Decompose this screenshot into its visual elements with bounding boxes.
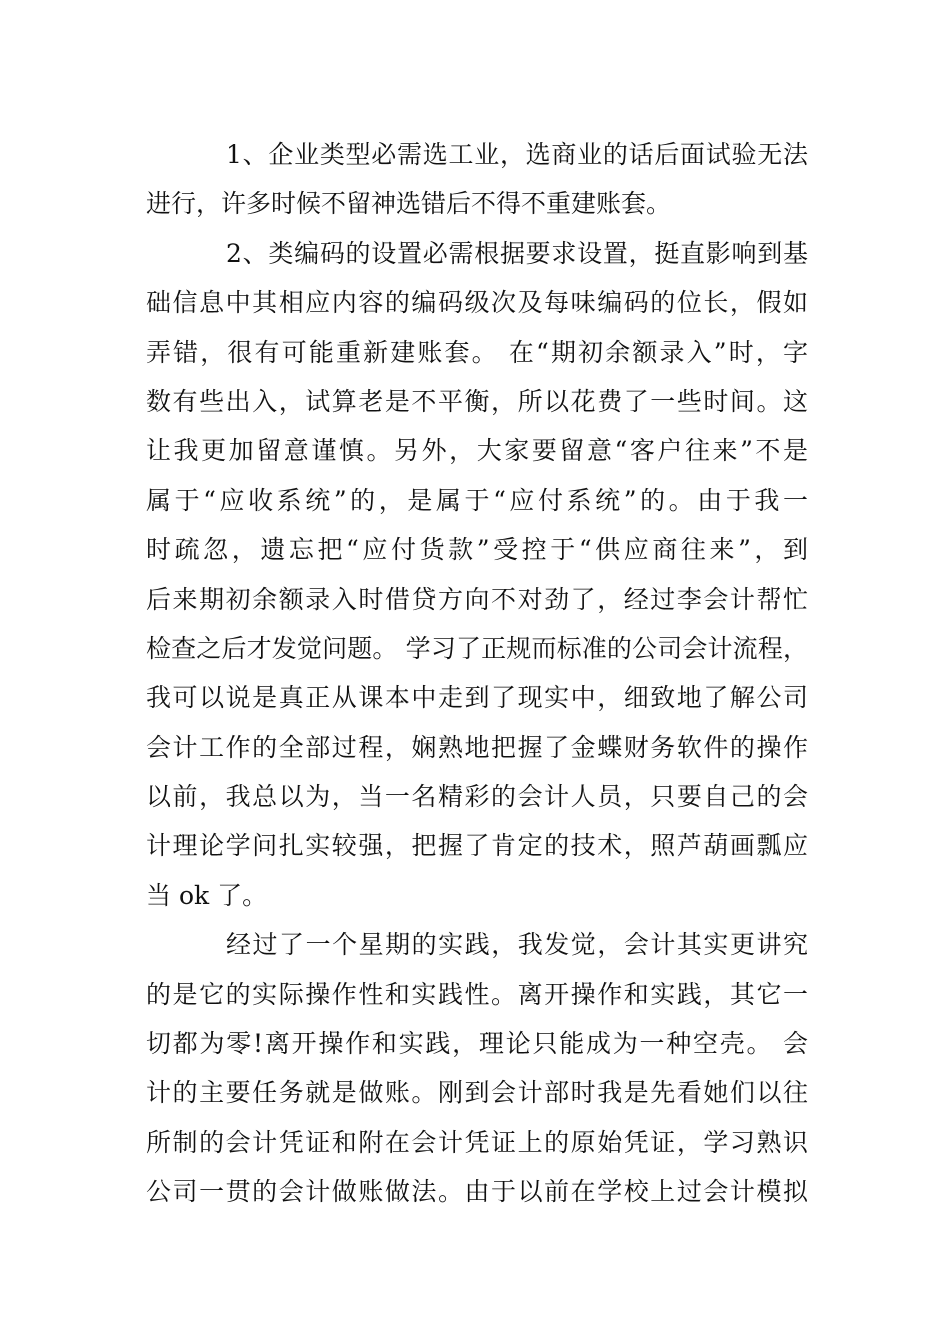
text-line: 经过了一个星期的实践，我发觉，会计其实更讲究 [226, 930, 808, 960]
text-line: 2、类编码的设置必需根据要求设置，挺直影响到基 [226, 238, 808, 268]
text-line: 以前，我总以为，当一名精彩的会计人员，只要自己的会 [146, 782, 808, 812]
text-line: 弄错，很有可能重新建账套。 在“期初余额录入”时，字 [146, 337, 808, 367]
text-line: 切都为零!离开操作和实践，理论只能成为一种空壳。 会 [146, 1029, 808, 1059]
text-line: 的是它的实际操作性和实践性。离开操作和实践，其它一 [146, 979, 808, 1009]
text-line: 数有些出入，试算老是不平衡，所以花费了一些时间。这 [146, 386, 808, 416]
text-line: 计的主要任务就是做账。刚到会计部时我是先看她们以往 [146, 1078, 808, 1108]
text-line: 所制的会计凭证和附在会计凭证上的原始凭证，学习熟识 [146, 1127, 808, 1157]
text-line: 检查之后才发觉问题。 学习了正规而标准的公司会计流程， [146, 633, 808, 663]
text-line: 我可以说是真正从课本中走到了现实中，细致地了解公司 [146, 683, 808, 713]
text-line: 时疏忽，遗忘把“应付货款”受控于“供应商往来”，到 [146, 535, 808, 565]
text-line: 后来期初余额录入时借贷方向不对劲了，经过李会计帮忙 [146, 584, 808, 614]
text-line: 属于“应收系统”的，是属于“应付系统”的。由于我一 [146, 485, 808, 515]
text-line: 1、企业类型必需选工业，选商业的话后面试验无法 [226, 140, 808, 169]
text-line: 础信息中其相应内容的编码级次及每味编码的位长，假如 [146, 288, 808, 318]
text-line: 进行，许多时候不留神选错后不得不重建账套。 [146, 189, 672, 219]
text-line: 让我更加留意谨慎。另外，大家要留意“客户往来”不是 [146, 436, 808, 466]
text-line: 计理论学问扎实较强，把握了肯定的技术，照芦葫画瓢应 [146, 831, 808, 861]
text-line: 公司一贯的会计做账做法。由于以前在学校上过会计模拟 [146, 1177, 808, 1207]
body-text [146, 130, 808, 1217]
text-line: 会计工作的全部过程，娴熟地把握了金蝶财务软件的操作 [146, 732, 808, 762]
text-line: 当 ok 了。 [146, 880, 268, 910]
